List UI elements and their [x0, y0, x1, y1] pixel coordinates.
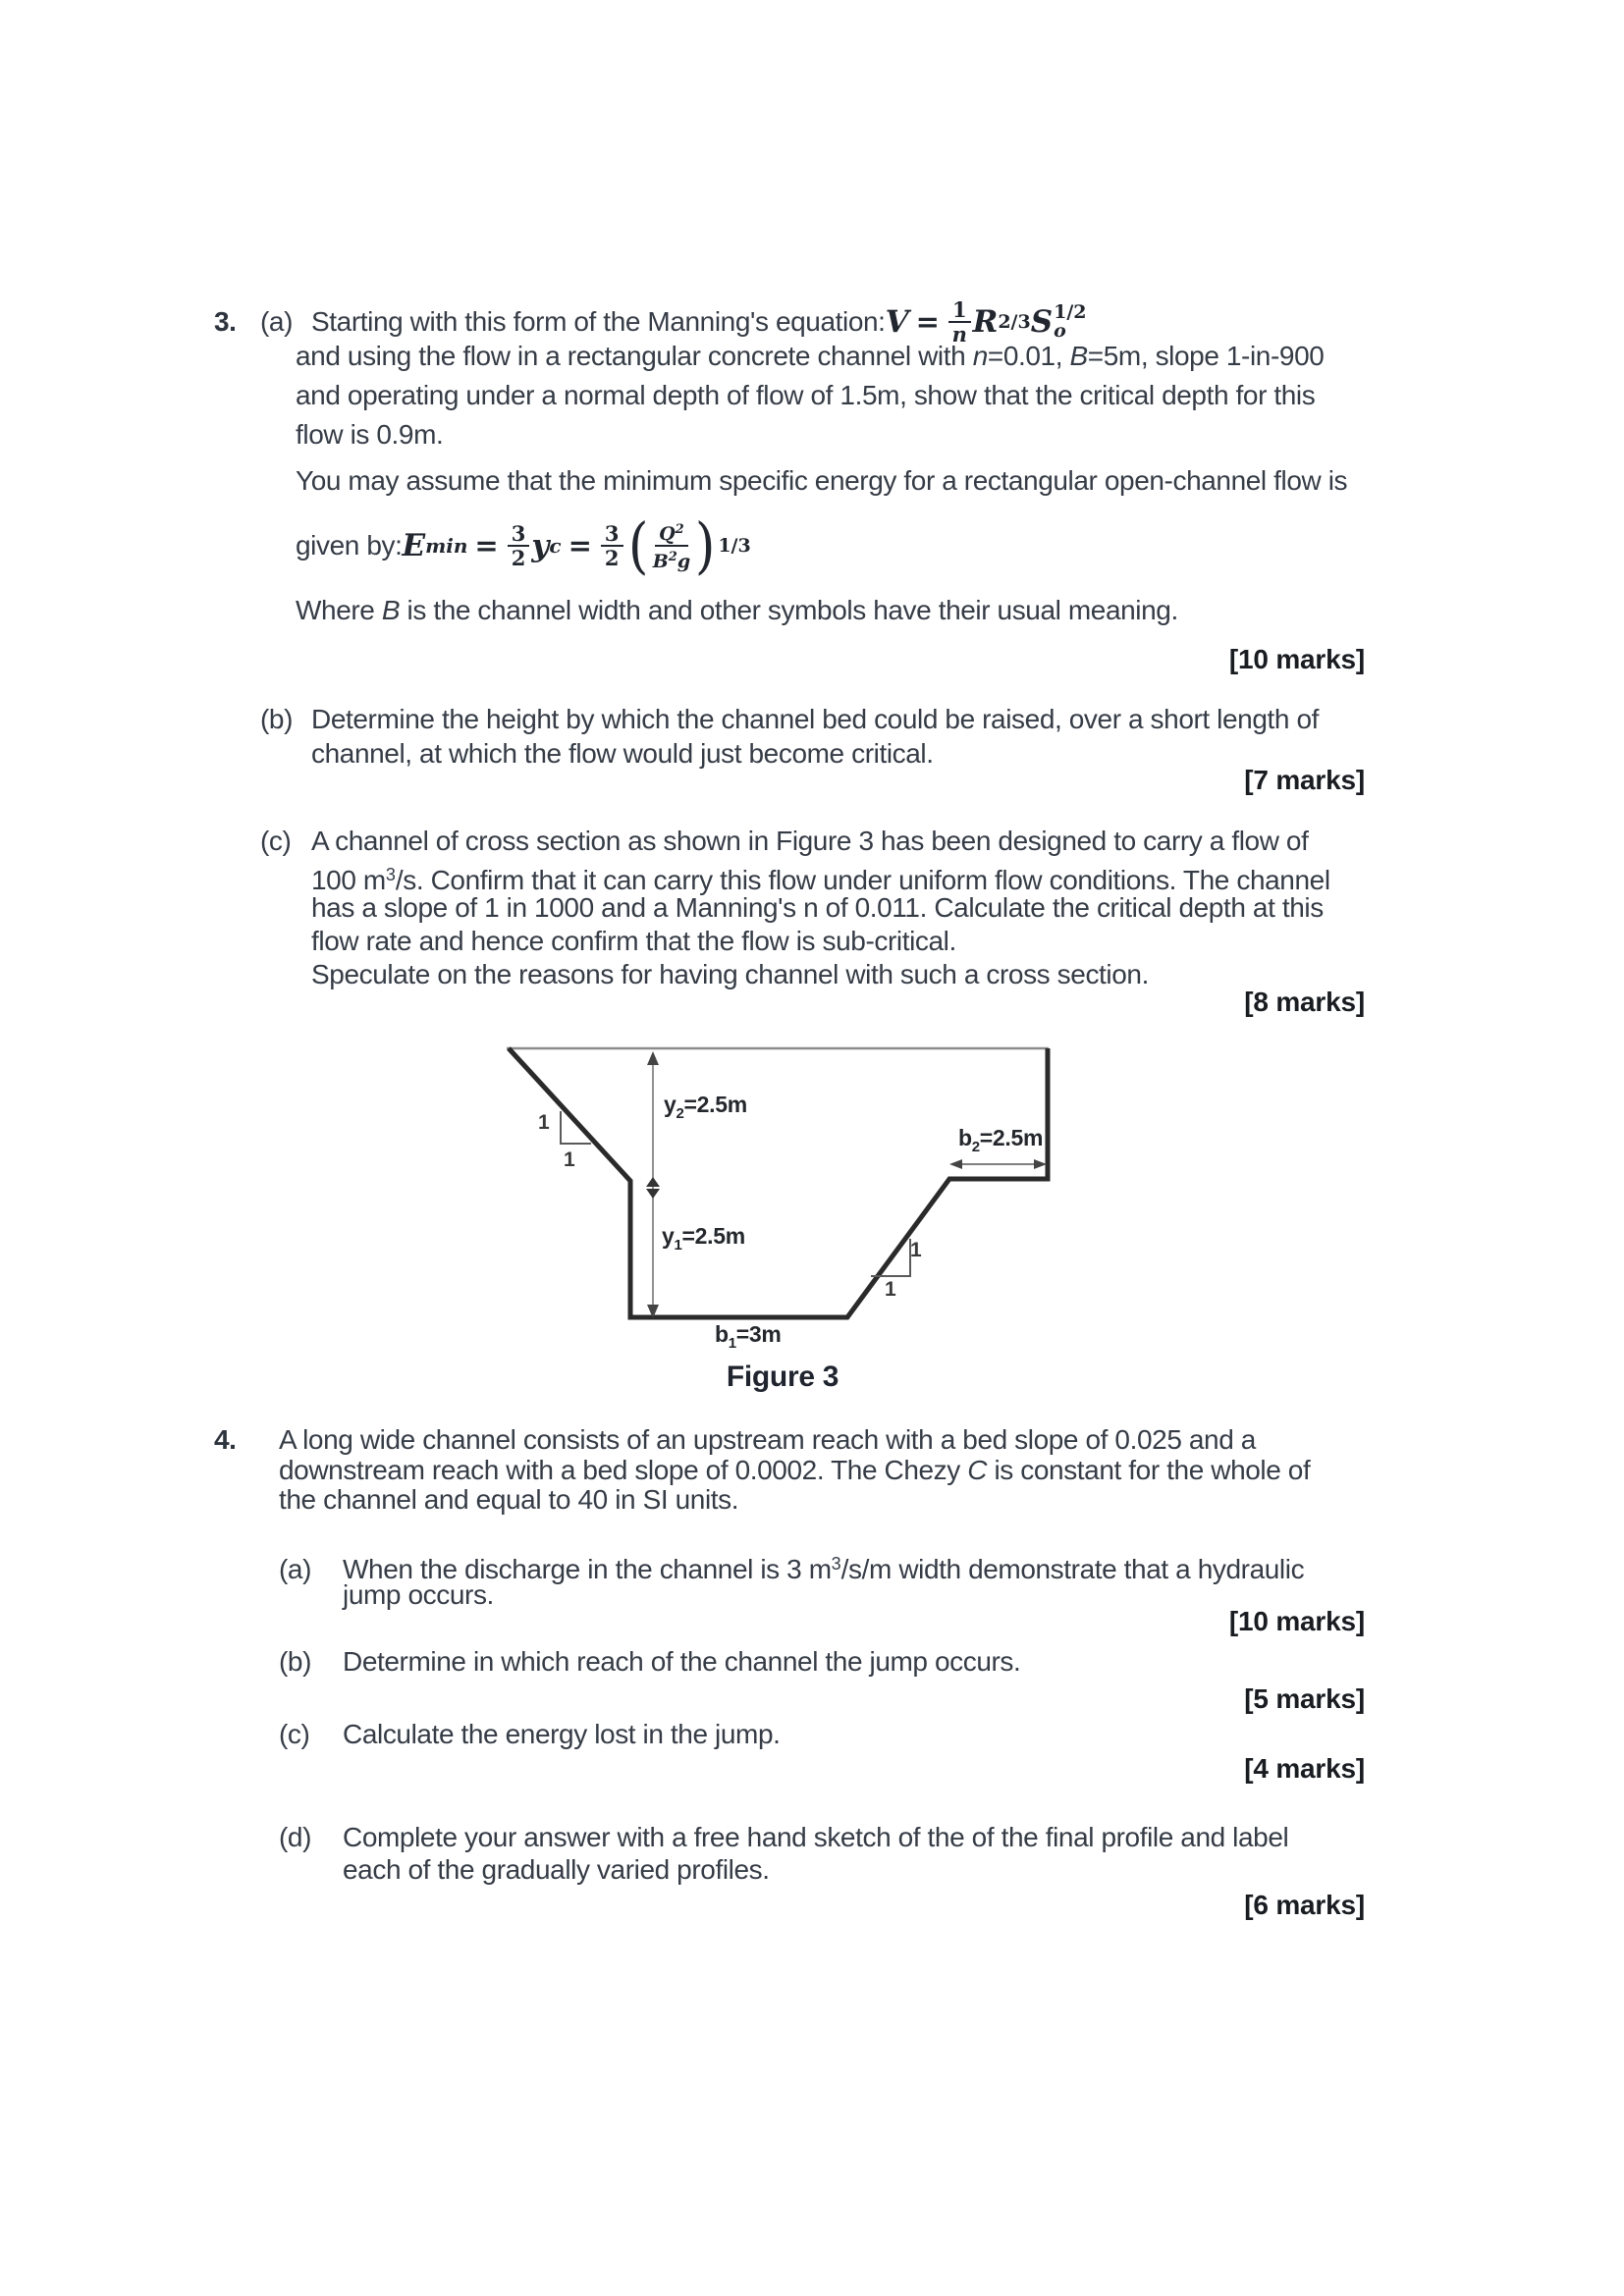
var-B2: B: [381, 595, 401, 625]
eq2-fraction-3-2a: $\frac{3}{2}$: [508, 522, 530, 570]
figure3-caption: Figure 3: [726, 1361, 839, 1393]
eq1-R: R: [972, 304, 999, 340]
q4b-line1: (b) Determine in which reach of the channel the jump occurs.: [279, 1646, 1021, 1677]
figure3-channel-outline: [509, 1048, 1048, 1317]
q4a-line2: jump occurs.: [343, 1579, 494, 1610]
q3c-label: (c): [260, 826, 292, 856]
eq2-E: E: [402, 528, 426, 563]
figure3-y1-label: $y_1=2.5m$: [662, 1223, 745, 1254]
q4d-line2: each of the gradually varied profiles.: [343, 1854, 770, 1885]
q3c-line1: (c) A channel of cross section as shown in Figure 3 has been designed to carry a flow of: [260, 826, 1309, 856]
eq1-R-exponent: 2/3: [998, 311, 1031, 333]
q4c-marks: [4 marks]: [1244, 1753, 1365, 1784]
eq2-equals-2: =: [568, 529, 592, 562]
q3c-line2: 100 $m^3/s$. Confirm that it can carry this flow under uniform flow conditions. The channel: [311, 865, 1330, 895]
q3c-line4: flow rate and hence confirm that the flow is sub-critical.: [311, 926, 956, 956]
q3a-para2-line1: You may assume that the minimum specific energy for a rectangular open-channel flow is: [296, 465, 1348, 496]
q3c-marks: [8 marks]: [1244, 987, 1365, 1017]
eq2-exponent: 1/3: [718, 535, 751, 557]
right-slope-rise-label: 1: [910, 1239, 922, 1261]
dimension-arrow-up: [647, 1051, 659, 1065]
left-slope-rise-label: 1: [538, 1111, 550, 1134]
q3b-marks: [7 marks]: [1244, 765, 1365, 795]
q4c-line1: (c) Calculate the energy lost in the jump.: [279, 1719, 781, 1749]
q3a-intro-text: Starting with this form of the Manning's equation:: [311, 306, 886, 337]
q3c-line5: Speculate on the reasons for having channel with such a cross section.: [311, 959, 1149, 989]
q3a-marks: [10 marks]: [1228, 644, 1365, 674]
q3a-para3-line1: Where B is the channel width and other symbols have their usual meaning.: [296, 595, 1178, 625]
q4d-label: (d): [279, 1822, 312, 1852]
q4d-marks: [6 marks]: [1244, 1890, 1365, 1920]
figure3-y2-label: $y_2=2.5m$: [664, 1092, 747, 1122]
figure3-left-slope-triangle: [561, 1111, 591, 1144]
var-n: n: [972, 341, 988, 371]
q4a-marks: [10 marks]: [1228, 1606, 1365, 1636]
eq1-fraction-1-over-n: $\frac{1}{n}$: [948, 298, 971, 347]
eq2-inner-fraction: $\frac{Q^2}{B^2g}$: [653, 519, 690, 572]
q4-line1: 4. A long wide channel consists of an upstream reach with a bed slope of 0.025 and a: [214, 1424, 1256, 1455]
q3b-line1: (b) Determine the height by which the channel bed could be raised, over a short length of: [260, 704, 1319, 734]
b2-arrow-left: [949, 1159, 962, 1169]
figure3-b2-label: $b_2=2.5m$: [958, 1125, 1044, 1155]
q3b-label: (b): [260, 704, 294, 734]
var-C: C: [967, 1455, 988, 1485]
eq1-S: S: [1030, 304, 1054, 340]
cubed-superscript: 3: [385, 865, 396, 884]
eq1-V: V: [885, 304, 909, 340]
q4b-marks: [5 marks]: [1244, 1683, 1365, 1714]
eq2-y: y: [531, 528, 550, 563]
cubed-superscript-2: 3: [831, 1554, 841, 1574]
q4-line2: downstream reach with a bed slope of 0.0002. The Chezy C is constant for the whole of: [279, 1455, 1311, 1485]
right-slope-run-label: 1: [885, 1278, 896, 1301]
var-B: B: [1069, 341, 1088, 371]
left-slope-run-label: 1: [564, 1148, 575, 1171]
emin-equation: [402, 509, 751, 581]
q3-number: 3.: [214, 306, 237, 337]
dimension-break-upper: [646, 1177, 660, 1187]
q3a-para1-line2: and operating under a normal depth of flow of 1.5m, show that the critical depth for this: [296, 380, 1316, 410]
q3a-para1-line1: and using the flow in a rectangular concrete channel with n=0.01, B=5m, slope 1-in-900: [296, 341, 1325, 371]
q3c-line3: has a slope of 1 in 1000 and a Manning's n of 0.011. Calculate the critical depth at this: [311, 892, 1324, 923]
q3a-para1-line3: flow is 0.9m.: [296, 419, 444, 450]
q4-number: 4.: [214, 1424, 237, 1455]
eq1-equals: =: [915, 305, 940, 339]
q4-line3: the channel and equal to 40 in SI units.: [279, 1484, 739, 1515]
given-by-text: given by:: [296, 530, 403, 561]
eq2-y-sub: c: [549, 534, 562, 558]
q4a-line1: (a) When the discharge in the channel is 3 $m^3/s/m$ width demonstrate that a hydraulic: [279, 1554, 1305, 1584]
q4b-label: (b): [279, 1646, 312, 1677]
q3a-emin-line: [296, 503, 751, 589]
dimension-break-lower: [646, 1189, 660, 1199]
eq2-equals-1: =: [474, 529, 499, 562]
eq2-right-paren: ): [694, 509, 716, 581]
q4d-line1: (d) Complete your answer with a free hand sketch of the of the final profile and label: [279, 1822, 1289, 1852]
b2-arrow-right: [1034, 1159, 1047, 1169]
figure3-b1-label: $b_1=3m$: [715, 1321, 782, 1352]
q3b-line2: channel, at which the flow would just become critical.: [311, 738, 934, 769]
q4c-label: (c): [279, 1719, 310, 1749]
eq2-fraction-3-2b: $\frac{3}{2}$: [601, 522, 623, 570]
eq2-left-paren: (: [627, 509, 648, 581]
eq1-S-subsup: 1/2 o: [1054, 301, 1087, 342]
eq2-E-sub: min: [425, 534, 468, 558]
q3a-label: (a): [260, 306, 294, 337]
q4a-label: (a): [279, 1554, 312, 1584]
